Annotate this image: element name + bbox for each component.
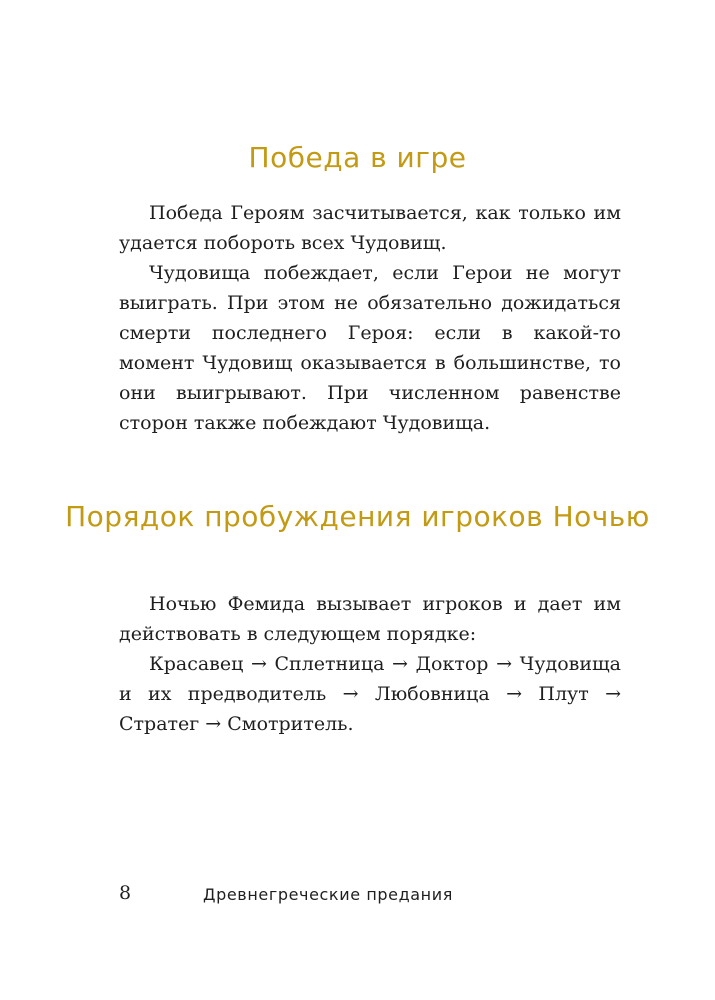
section-heading-victory: Победа в игре	[248, 141, 467, 174]
page-footer	[119, 878, 621, 908]
running-title: Древнегреческие предания	[203, 885, 453, 904]
page-number: 8	[119, 882, 132, 904]
paragraph-wake-order: Красавец → Сплетница → Доктор → Чудовища и их предводитель → Любовница → Плут → Стратег → Смотритель.	[119, 653, 621, 735]
section-heading-night-order: Порядок пробуждения игроков Ночью	[65, 500, 650, 533]
paragraph-monsters-victory: Чудовища побеждает, если Герои не могут выиграть. При этом не обязательно дожидаться смерти последнего Героя: если в какой-то момент Чудовищ оказывается в большинстве, то они выигрывают. При численном равенстве сторон также побеждают Чудовища.	[119, 262, 621, 434]
paragraph-heroes-victory: Победа Героям засчитывается, как только им удается побороть всех Чудовищ.	[119, 202, 621, 254]
paragraph-night-intro: Ночью Фемида вызывает игроков и дает им действовать в следующем порядке:	[119, 593, 621, 645]
